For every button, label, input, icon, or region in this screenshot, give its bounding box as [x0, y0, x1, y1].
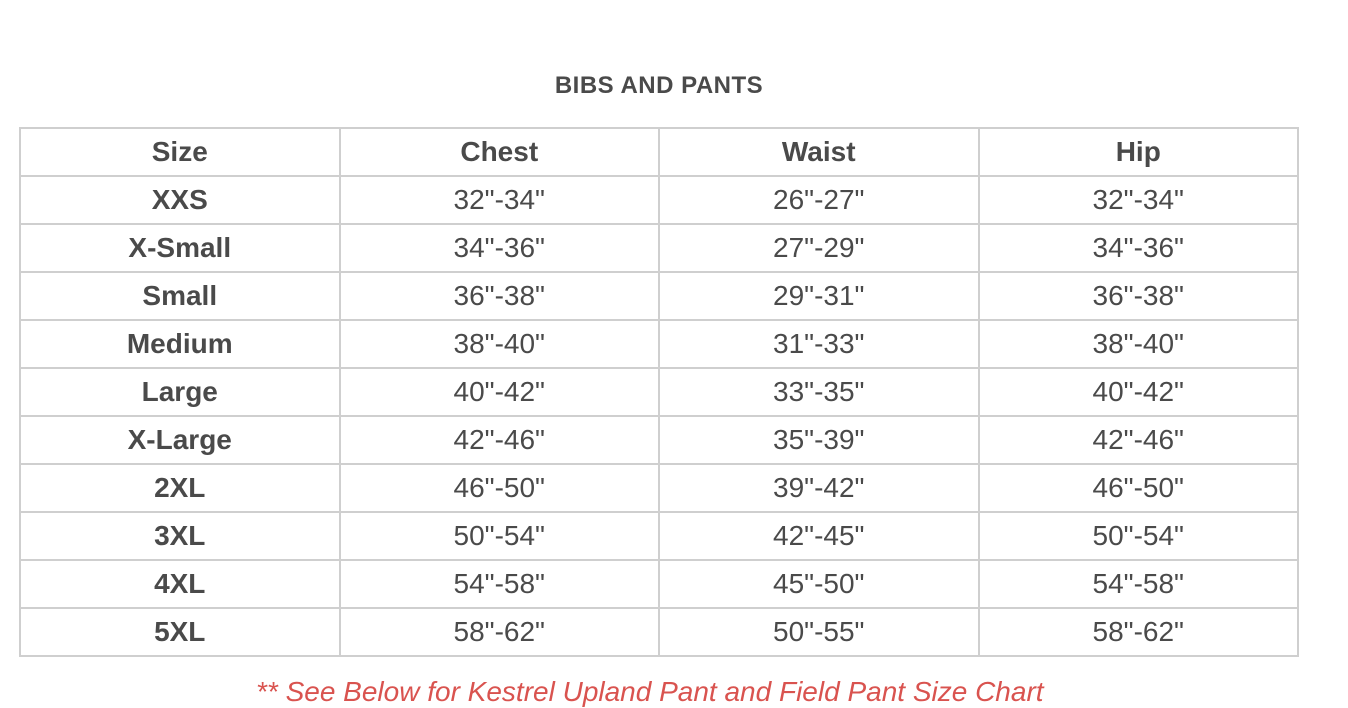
hip-cell: 46"-50": [979, 464, 1299, 512]
waist-cell: 33"-35": [659, 368, 979, 416]
hip-cell: 50"-54": [979, 512, 1299, 560]
chest-cell: 42"-46": [340, 416, 660, 464]
chest-cell: 46"-50": [340, 464, 660, 512]
chest-cell: 54"-58": [340, 560, 660, 608]
table-row: [20, 560, 1298, 608]
hip-cell: 54"-58": [979, 560, 1299, 608]
chest-cell: 32"-34": [340, 176, 660, 224]
chest-cell: 58"-62": [340, 608, 660, 656]
table-row: [20, 608, 1298, 656]
size-cell: X-Small: [20, 224, 340, 272]
waist-cell: 39"-42": [659, 464, 979, 512]
waist-cell: 26"-27": [659, 176, 979, 224]
column-header-hip: Hip: [979, 128, 1299, 176]
waist-cell: 29"-31": [659, 272, 979, 320]
hip-cell: 32"-34": [979, 176, 1299, 224]
table-row: [20, 224, 1298, 272]
waist-cell: 42"-45": [659, 512, 979, 560]
column-header-waist: Waist: [659, 128, 979, 176]
chest-cell: 38"-40": [340, 320, 660, 368]
column-header-chest: Chest: [340, 128, 660, 176]
table-row: [20, 512, 1298, 560]
size-cell: Large: [20, 368, 340, 416]
hip-cell: 38"-40": [979, 320, 1299, 368]
table-row: [20, 416, 1298, 464]
chest-cell: 40"-42": [340, 368, 660, 416]
size-cell: 2XL: [20, 464, 340, 512]
size-chart-table: [19, 127, 1299, 657]
table-row: [20, 464, 1298, 512]
size-cell: X-Large: [20, 416, 340, 464]
size-cell: 5XL: [20, 608, 340, 656]
chest-cell: 36"-38": [340, 272, 660, 320]
chest-cell: 50"-54": [340, 512, 660, 560]
table-row: [20, 272, 1298, 320]
hip-cell: 34"-36": [979, 224, 1299, 272]
hip-cell: 58"-62": [979, 608, 1299, 656]
size-cell: XXS: [20, 176, 340, 224]
waist-cell: 35"-39": [659, 416, 979, 464]
waist-cell: 27"-29": [659, 224, 979, 272]
table-row: [20, 176, 1298, 224]
hip-cell: 42"-46": [979, 416, 1299, 464]
column-header-size: Size: [20, 128, 340, 176]
size-cell: Small: [20, 272, 340, 320]
size-cell: Medium: [20, 320, 340, 368]
waist-cell: 31"-33": [659, 320, 979, 368]
hip-cell: 40"-42": [979, 368, 1299, 416]
table-header-row: [20, 128, 1298, 176]
hip-cell: 36"-38": [979, 272, 1299, 320]
chest-cell: 34"-36": [340, 224, 660, 272]
size-cell: 4XL: [20, 560, 340, 608]
size-cell: 3XL: [20, 512, 340, 560]
waist-cell: 50"-55": [659, 608, 979, 656]
table-row: [20, 368, 1298, 416]
page-title: BIBS AND PANTS: [554, 72, 764, 99]
waist-cell: 45"-50": [659, 560, 979, 608]
table-row: [20, 320, 1298, 368]
size-chart-footnote: ** See Below for Kestrel Upland Pant and Field Pant Size Chart: [256, 676, 1044, 707]
